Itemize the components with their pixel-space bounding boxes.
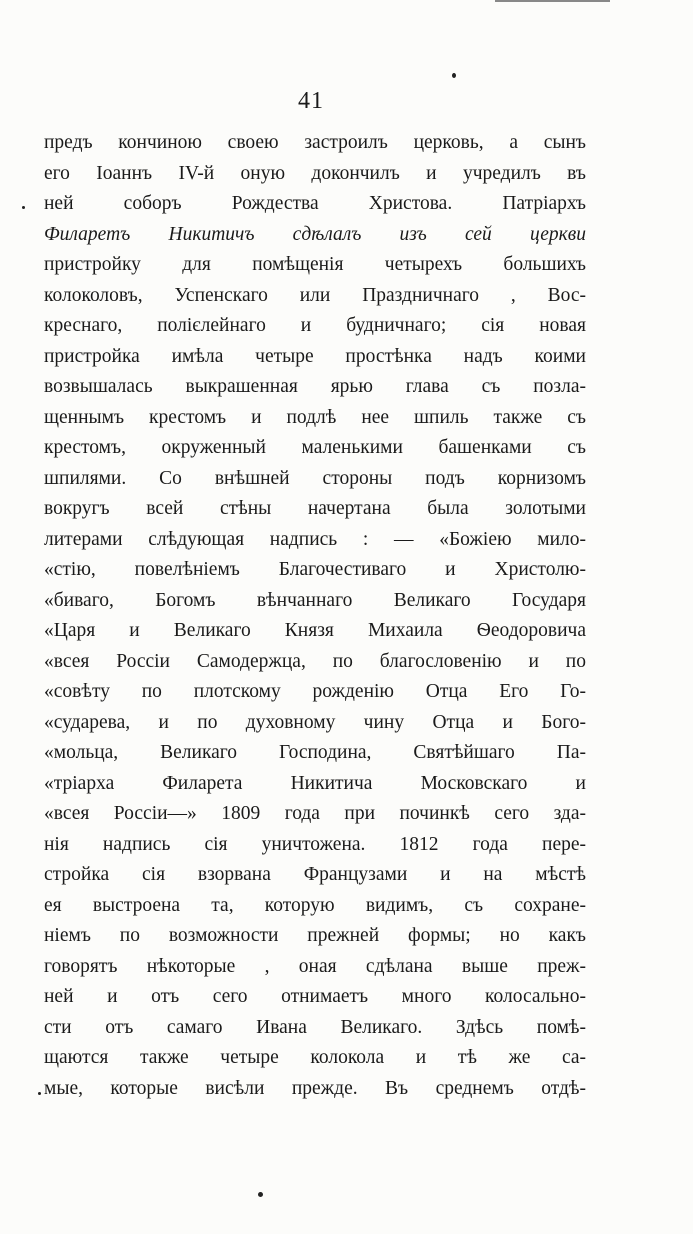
- ink-speck: [38, 1092, 41, 1095]
- text-line: «всея Россіи—» 1809 года при починкѣ сего зда-: [44, 803, 586, 824]
- text-line: пристройка имѣла четыре простѣнка надъ коими: [44, 345, 586, 367]
- text-line: Филаретъ Никитичъ сдѣлалъ изъ сей церкви: [44, 223, 586, 245]
- text-line: сти отъ самаго Ивана Великаго. Здѣсь помѣ-: [44, 1016, 586, 1038]
- text-line: креснаго, полієлейнаго и будничнаго; сія новая: [44, 315, 586, 336]
- text-line: предъ кончиною своею застроилъ церковь, а сынъ: [44, 132, 586, 153]
- text-line: ней соборъ Рождества Христова. Патріархъ: [44, 193, 586, 214]
- text-line: «сударева, и по духовному чину Отца и Бого-: [44, 711, 586, 733]
- text-line: возвышалась выкрашенная ярью глава съ позла-: [44, 376, 586, 397]
- text-line: литерами слѣдующая надпись : — «Божіею мило-: [44, 528, 586, 550]
- text-line: колоколовъ, Успенскаго или Праздничнаго , Вос-: [44, 284, 586, 306]
- ink-speck: [22, 206, 25, 209]
- body-text: [44, 128, 586, 1104]
- text-line: крестомъ, окруженный маленькими башенками съ: [44, 437, 586, 458]
- text-line: «совѣту по плотскому рожденію Отца Его Го-: [44, 681, 586, 702]
- text-line: «Царя и Великаго Князя Михаила Ѳеодоровича: [44, 620, 586, 641]
- text-line: щаются также четыре колокола и тѣ же са-: [44, 1047, 586, 1068]
- text-line: ея выстроена та, которую видимъ, съ сохране-: [44, 894, 586, 916]
- text-line: «мольца, Великаго Господина, Святѣйшаго Па-: [44, 742, 586, 763]
- text-line: его Іоаннъ IV-й оную докончилъ и учредилъ въ: [44, 162, 586, 184]
- text-line: ніемъ по возможности прежней формы; но какъ: [44, 925, 586, 946]
- ink-speck: [258, 1192, 263, 1197]
- text-line: стройка сія взорвана Французами и на мѣстѣ: [44, 864, 586, 885]
- text-line: ней и отъ сего отнимаетъ много колосально-: [44, 986, 586, 1007]
- text-line: нія надпись сія уничтожена. 1812 года пере-: [44, 833, 586, 855]
- top-edge-mark: [495, 0, 610, 2]
- text-line: мые, которые висѣли прежде. Въ среднемъ отдѣ-: [44, 1077, 586, 1099]
- text-line: щеннымъ крестомъ и подлѣ нее шпиль также съ: [44, 406, 586, 428]
- text-line: «всея Россіи Самодержца, по благословенію и по: [44, 650, 586, 672]
- text-line: шпилями. Со внѣшней стороны подъ корнизомъ: [44, 467, 586, 489]
- text-line: «стію, повелѣніемъ Благочестиваго и Христолю-: [44, 559, 586, 580]
- text-line: говорятъ нѣкоторые , оная сдѣлана выше преж-: [44, 955, 586, 977]
- page-number: 41: [298, 88, 324, 114]
- text-line: пристройку для помѣщенія четырехъ большихъ: [44, 254, 586, 275]
- text-line: «тріарха Филарета Никитича Московскаго и: [44, 772, 586, 794]
- ink-speck: [452, 73, 456, 78]
- text-line: «биваго, Богомъ вѣнчаннаго Великаго Государя: [44, 589, 586, 611]
- text-line: вокругъ всей стѣны начертана была золотыми: [44, 498, 586, 519]
